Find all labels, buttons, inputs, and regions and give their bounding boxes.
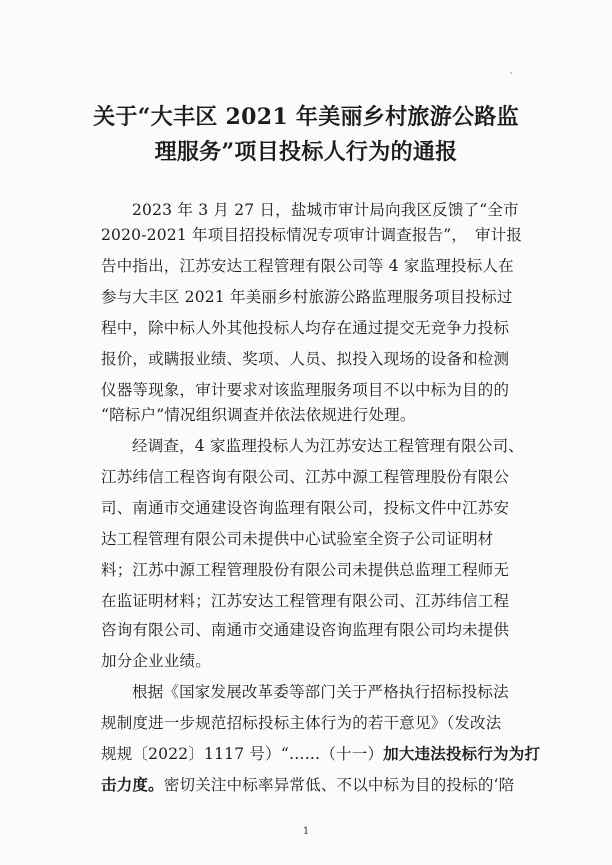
body-line: 在监证明材料；江苏安达工程管理有限公司、江苏纬信工程 [101,592,510,610]
body-line: 2020-2021 年项目招投标情况专项审计调查报告”， 审计报 [101,226,523,244]
body-line-text: 密切关注中标率异常低、不以中标为目的投标的‘陪 [163,776,515,794]
page-number: 1 [302,826,310,837]
body-line: 料；江苏中源工程管理股份有限公司未提供总监理工程师无 [101,561,510,579]
body-line: 规制度进一步规范招标投标主体行为的若干意见》（发改法 [101,714,502,732]
body-line: 咨询有限公司、南通市交通建设咨询监理有限公司均未提供 [101,621,510,639]
body-line: 根据《国家发展改革委等部门关于严格执行招标投标法 [132,683,509,701]
document-title [70,100,542,170]
body-line: 达工程管理有限公司未提供中心试验室全资子公司证明材 [101,530,494,548]
body-line-text: 规规〔2022〕1117 号）“……（十一） [101,745,384,763]
body-line: “陪标户”情况组织调查并依法依规进行处理。 [101,406,416,424]
body-line: 江苏纬信工程咨询有限公司、江苏中源工程管理股份有限公 [101,468,510,486]
title-line-1: 关于“大丰区 2021 年美丽乡村旅游公路监 [93,104,519,130]
title-line-2: 理服务”项目投标人行为的通报 [154,139,458,165]
body-line [101,744,540,764]
body-line: 经调查，4 家监理投标人为江苏安达工程管理有限公司、 [132,437,524,455]
body-line: 加分企业业绩。 [101,652,211,670]
body-line: 告中指出，江苏安达工程管理有限公司等 4 家监理投标人在 [101,257,514,275]
bold-run: 击力度。 [101,775,164,794]
body-line [101,775,514,795]
body-line: 参与大丰区 2021 年美丽乡村旅游公路监理服务项目投标过 [101,288,513,306]
body-line: 程中，除中标人外其他投标人均存在通过提交无竞争力投标 [101,319,510,337]
body-line: 仪器等现象，审计要求对该监理服务项目不以中标为目的的 [101,381,510,399]
body-line: 司、南通市交通建设咨询监理有限公司，投标文件中江苏安 [101,499,510,517]
scan-speck [510,72,512,74]
body-line: 报价，或瞒报业绩、奖项、人员、拟投入现场的设备和检测 [101,350,510,368]
body-line: 2023 年 3 月 27 日，盐城市审计局向我区反馈了“全市 [132,201,519,219]
bold-run: 加大违法投标行为为打 [383,744,541,763]
